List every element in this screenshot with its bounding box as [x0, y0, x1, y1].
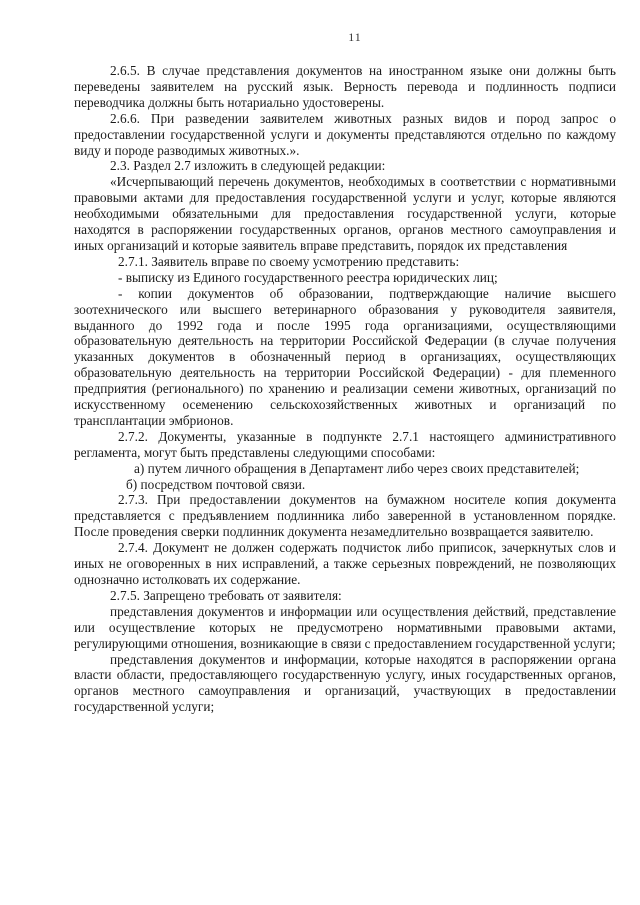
prohibition-item-1: представления документов и информации или осуществления действий, представление или осуществление которых не предусмотрено нормативными правовыми актами, регулирующими отношения, возникающие в связи с предоставлением государственной услуги; — [74, 603, 616, 651]
list-item-extract: - выписку из Единого государственного реестра юридических лиц; — [118, 269, 498, 285]
method-a: а) путем личного обращения в Департамент либо через своих представителей; — [134, 460, 580, 476]
section-2-7-heading: «Исчерпывающий перечень документов, необходимых в соответствии с нормативными правовыми актами для предоставления государственной услуги и услуг, которые являются необходимыми обязательными для предоставления государственной услуги, которые находятся в распоряжении государственных органов, органов местного самоуправления и иных организаций и которые заявитель вправе представить, порядок их представления — [74, 174, 616, 253]
page-number: 11 — [348, 30, 362, 44]
paragraph-2-3: 2.3. Раздел 2.7 изложить в следующей редакции: — [110, 158, 386, 174]
paragraph-2-7-2: 2.7.2. Документы, указанные в подпункте 2.7.1 настоящего административного регламента, могут быть представлены следующими способами: — [74, 428, 616, 460]
method-b: б) посредством почтовой связи. — [126, 476, 306, 492]
paragraph-2-7-1: 2.7.1. Заявитель вправе по своему усмотрению представить: — [118, 253, 460, 269]
paragraph-2-7-3: 2.7.3. При предоставлении документов на бумажном носителе копия документа представляется с предъявлением подлинника либо заверенной в установленном порядке. После проведения сверки подлинник документа незамедлительно возвращается заявителю. — [74, 492, 616, 540]
paragraph-2-7-5: 2.7.5. Запрещено требовать от заявителя: — [110, 587, 342, 603]
prohibition-item-2: представления документов и информации, которые находятся в распоряжении органа власти области, предоставляющего государственную услугу, иных государственных органов, органов местного самоуправления и организаций, участвующих в предоставлении государственной услуги; — [74, 651, 616, 715]
paragraph-2-7-4: 2.7.4. Документ не должен содержать подчисток либо приписок, зачеркнутых слов и иных не оговоренных в них исправлений, а также серьезных повреждений, не позволяющих однозначно истолковать их содержание. — [74, 540, 616, 587]
paragraph-2-6-6: 2.6.6. При разведении заявителем животных разных видов и пород запрос о предоставлении государственной услуги и документы представляются отдельно по каждому виду и породе разводимых животных.». — [74, 110, 616, 158]
paragraph-2-6-5: 2.6.5. В случае представления документов на иностранном языке они должны быть переведены заявителем на русский язык. Верность перевода и подлинность подписи переводчика должны быть нотариально удостоверены. — [74, 63, 616, 110]
document-body — [74, 63, 616, 715]
list-item-education-copies: - копии документов об образовании, подтверждающие наличие высшего зоотехнического или высшего ветеринарного образования у руководителя заявителя, выданного до 1992 года и после 1995 года организациями, осуществляющими образовательную деятельность на территории Российской Федерации (в случае получения указанных документов в обозначенный период в организациях, осуществляющих образовательную деятельность на территории Российской Федерации) - для племенного предприятия (регионального) по хранению и реализации семени животных, организаций по искусственному осеменению сельскохозяйственных животных и организаций по трансплантации эмбрионов. — [74, 285, 616, 428]
